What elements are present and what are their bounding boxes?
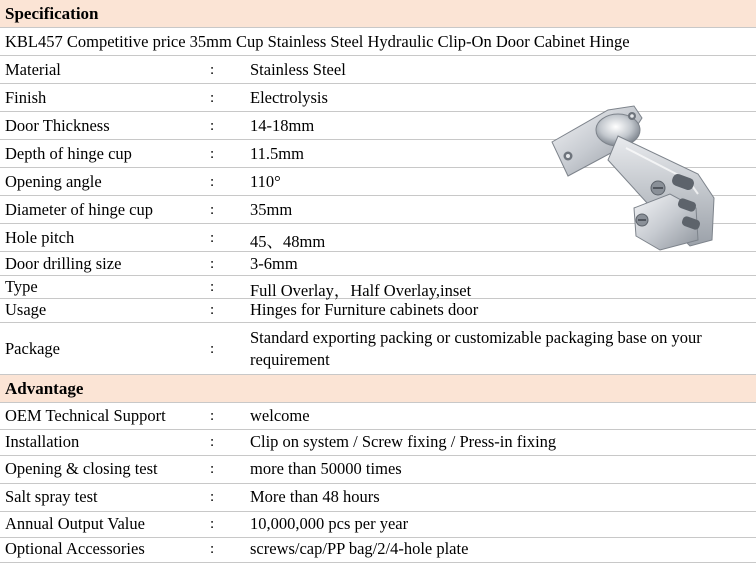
spec-row-usage xyxy=(0,299,756,323)
adv-row-accessories xyxy=(0,538,756,563)
adv-label: Salt spray test xyxy=(5,487,98,506)
hinge-product-image xyxy=(538,90,738,260)
adv-row-cycle-test xyxy=(0,456,756,484)
advantage-heading: Advantage xyxy=(5,379,84,398)
spec-label: Depth of hinge cup xyxy=(5,144,132,163)
spec-value: 45、48mm xyxy=(250,232,326,251)
spec-value: 110° xyxy=(250,172,281,191)
spec-label: Finish xyxy=(5,88,47,107)
separator: : xyxy=(210,408,215,424)
spec-label: Package xyxy=(5,339,60,358)
spec-value: 35mm xyxy=(250,200,293,219)
spec-label: Hole pitch xyxy=(5,228,75,247)
separator: : xyxy=(210,146,215,162)
adv-label: OEM Technical Support xyxy=(5,406,166,425)
adv-value: Clip on system / Screw fixing / Press-in fixing xyxy=(250,432,557,451)
adv-value: screws/cap/PP bag/2/4-hole plate xyxy=(250,539,469,558)
adv-label: Optional Accessories xyxy=(5,539,145,558)
specification-heading: Specification xyxy=(5,4,99,23)
product-title-row xyxy=(0,28,756,56)
adv-label: Installation xyxy=(5,432,80,451)
adv-row-oem xyxy=(0,403,756,430)
separator: : xyxy=(210,489,215,505)
adv-value: 10,000,000 pcs per year xyxy=(250,514,409,533)
separator: : xyxy=(210,341,215,357)
product-title: KBL457 Competitive price 35mm Cup Stainless Steel Hydraulic Clip-On Door Cabinet Hinge xyxy=(5,32,630,51)
spec-value: Hinges for Furniture cabinets door xyxy=(250,300,479,319)
spec-label: Material xyxy=(5,60,61,79)
spec-label: Diameter of hinge cup xyxy=(5,200,153,219)
spec-value: Full Overlay，Half Overlay,inset xyxy=(250,281,472,300)
separator: : xyxy=(210,516,215,532)
spec-value: 11.5mm xyxy=(250,144,304,163)
spec-value: 14-18mm xyxy=(250,116,315,135)
separator: : xyxy=(210,90,215,106)
separator: : xyxy=(210,434,215,450)
separator: : xyxy=(210,541,215,557)
adv-row-annual-output xyxy=(0,512,756,538)
separator: : xyxy=(210,174,215,190)
spec-value: Stainless Steel xyxy=(250,60,346,79)
separator: : xyxy=(210,118,215,134)
specification-header xyxy=(0,0,756,28)
adv-row-installation xyxy=(0,430,756,456)
separator: : xyxy=(210,202,215,218)
separator: : xyxy=(210,302,215,318)
separator: : xyxy=(210,62,215,78)
spec-value: Standard exporting packing or customizable packaging base on your requirement xyxy=(250,328,702,369)
separator: : xyxy=(210,230,215,246)
adv-value: More than 48 hours xyxy=(250,487,380,506)
spec-value: 3-6mm xyxy=(250,254,298,273)
adv-row-salt-spray xyxy=(0,484,756,512)
separator: : xyxy=(210,279,215,295)
spec-label: Door Thickness xyxy=(5,116,110,135)
spec-label: Type xyxy=(5,277,38,296)
adv-value: more than 50000 times xyxy=(250,459,402,478)
adv-label: Opening & closing test xyxy=(5,459,158,478)
adv-label: Annual Output Value xyxy=(5,514,145,533)
adv-value: welcome xyxy=(250,406,310,425)
separator: : xyxy=(210,256,215,272)
spec-row-package xyxy=(0,323,756,375)
separator: : xyxy=(210,461,215,477)
advantage-header xyxy=(0,375,756,403)
spec-label: Door drilling size xyxy=(5,254,122,273)
spec-value: Electrolysis xyxy=(250,88,328,107)
spec-row-material xyxy=(0,56,756,84)
spec-label: Opening angle xyxy=(5,172,102,191)
spec-row-type xyxy=(0,276,756,299)
spec-label: Usage xyxy=(5,300,47,319)
